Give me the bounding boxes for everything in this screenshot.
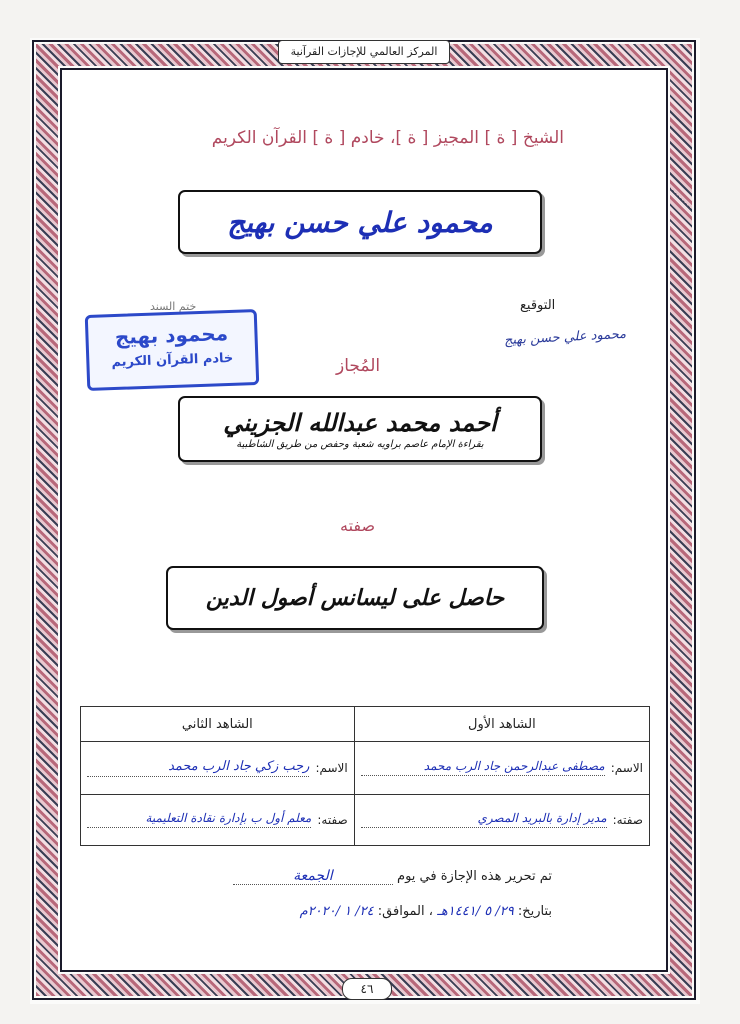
role-label: صفته:	[317, 812, 348, 827]
issue-day-value: الجمعة	[233, 868, 393, 885]
qualification-label: صفته	[340, 516, 376, 535]
role-label: صفته:	[612, 812, 643, 827]
stamp-label: ختم السند	[150, 300, 197, 313]
qualification-text: حاصل على ليسانس أصول الدين	[205, 585, 505, 611]
gregorian-date: ٢٤/ ١ /٢٠٢٠م	[299, 904, 374, 919]
first-witness-role: مدير إدارة بالبريد المصري	[361, 811, 607, 828]
recipient-label: المُجاز	[336, 356, 381, 376]
sheikh-name: محمود علي حسن بهيج	[227, 205, 493, 239]
name-label: الاسم:	[610, 760, 643, 775]
first-witness-name: مصطفى عبدالرحمن جاد الرب محمد	[361, 759, 605, 776]
second-witness-role-cell	[81, 794, 355, 845]
recipient-riwaya: بقراءة الإمام عاصم براويه شعبة وحفص من طريق الشاطبية	[236, 439, 484, 450]
official-stamp	[85, 309, 260, 391]
date-prefix: بتاريخ:	[517, 904, 552, 919]
page-number: ٤٦	[342, 978, 392, 1000]
witnesses-table	[80, 706, 650, 846]
stamp-line1: محمود بهيج	[114, 321, 229, 349]
first-witness-name-cell	[354, 742, 649, 795]
recipient-box	[178, 396, 542, 462]
qualification-box	[166, 566, 544, 630]
recipient-name: أحمد محمد عبدالله الجزيني	[223, 408, 497, 437]
second-witness-name: رجب زكي جاد الرب محمد	[87, 759, 309, 777]
first-witness-role-cell	[354, 794, 649, 845]
issue-day-line	[200, 868, 552, 885]
second-witness-title: الشاهد الثاني	[81, 707, 355, 742]
first-witness-title: الشاهد الأول	[354, 707, 649, 742]
issue-date-line	[190, 904, 552, 919]
signature: محمود علي حسن بهيج	[503, 326, 627, 349]
second-witness-name-cell	[81, 742, 355, 795]
gregorian-label: ، الموافق:	[377, 904, 433, 919]
sheikh-name-box	[178, 190, 542, 254]
hijri-date: ٢٩/ ٥ /١٤٤١هـ	[437, 904, 514, 919]
issue-day-prefix: تم تحرير هذه الإجازة في يوم	[397, 869, 552, 884]
center-name-header: المركز العالمي للإجازات القرآنية	[278, 40, 450, 64]
sheikh-title: الشيخ [ ة ] المجيز [ ة ]، خادم [ ة ] القرآن الكريم	[211, 128, 564, 148]
name-label: الاسم:	[315, 760, 348, 775]
signature-label: التوقيع	[520, 298, 556, 313]
second-witness-role: معلم أول ب بإدارة نقادة التعليمية	[87, 811, 311, 828]
stamp-line2: خادم القرآن الكريم	[111, 350, 234, 371]
